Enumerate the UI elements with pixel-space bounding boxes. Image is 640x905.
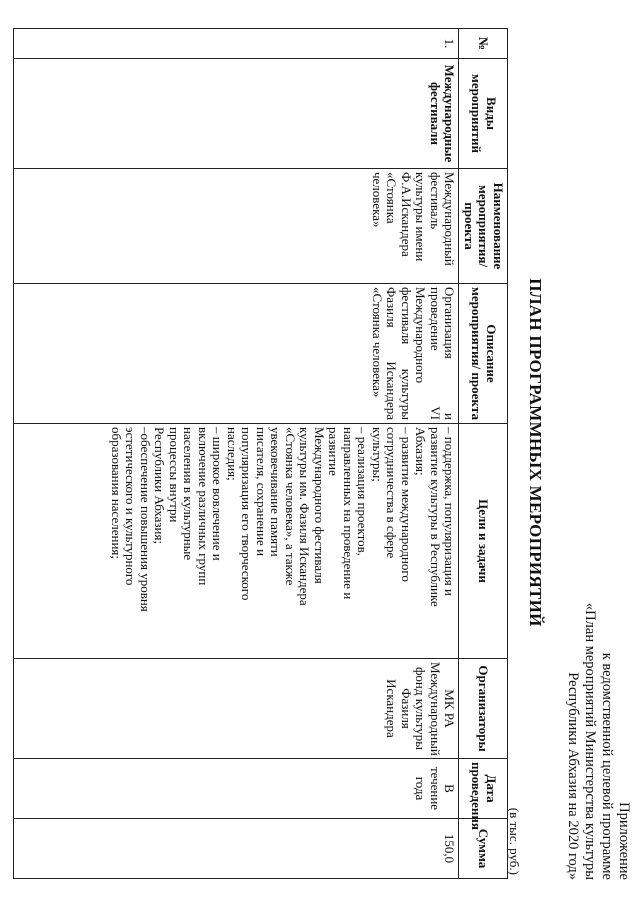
table-header-row	[459, 29, 508, 879]
cell-number: 1.	[14, 29, 459, 59]
units-note: (в тыс. руб.)	[507, 807, 522, 875]
goal-line: процессы внутри	[167, 427, 182, 523]
goal-line: Международного фестиваля	[312, 427, 327, 584]
goal-line: культуры;	[370, 427, 385, 482]
header-goals: Цели и задачи	[459, 424, 508, 659]
goal-line: Республики Абхазия;	[152, 427, 168, 545]
goal-line: – поддержка, популяризация и	[442, 427, 458, 596]
table-row	[14, 29, 459, 879]
goal-line: направленных на проведение и	[341, 427, 356, 600]
cell-goals	[14, 424, 459, 659]
goal-line: – реализация проектов,	[355, 427, 371, 556]
page-title: ПЛАН ПРОГРАММНЫХ МЕРОПРИЯТИЙ	[526, 278, 545, 627]
header-name: Наименование мероприятия/проекта	[459, 169, 508, 284]
cell-sum: 150,0	[14, 819, 459, 879]
goal-line: развитие культуры в Республике	[428, 427, 443, 607]
header-types: Виды мероприятий	[459, 59, 508, 169]
header-number: №	[459, 29, 508, 59]
goal-line: –обеспечение повышения уровня	[138, 427, 153, 612]
goal-line: писателя, сохранение и	[254, 427, 269, 557]
goal-line: образования населения;	[109, 427, 124, 560]
header-date: Дата проведения	[459, 759, 508, 819]
cell-name: Международный фестиваль культуры имени Ф.А.Искандера «Стоянка человека»	[14, 169, 459, 284]
program-plan-table	[14, 28, 509, 879]
header-sum: Сумма	[459, 819, 508, 879]
goal-line: культуры им. Фазиля Искандера	[297, 427, 313, 606]
goal-line: развитие	[326, 427, 342, 476]
goal-line: включение различных групп	[196, 427, 211, 586]
cell-type: Международные фестивали	[14, 59, 459, 169]
header-organizers: Организаторы	[459, 659, 508, 759]
goal-line: популяризация его творческого	[239, 427, 255, 601]
goal-line: эстетического и культурного	[123, 427, 139, 586]
goal-line: увековечивание памяти	[268, 427, 284, 557]
goal-line: «Стоянка человека», а также	[283, 427, 298, 586]
cell-organizers: МК РА Международный фонд культуры Фазиля Искандера	[14, 659, 459, 759]
goal-line: – широкое вовлечение и	[210, 427, 226, 561]
goal-line: населения в культурные	[181, 427, 197, 561]
cell-date: В течение года	[14, 759, 459, 819]
header-description: Описание мероприятия/ проекта	[459, 284, 508, 424]
appendix-line: Приложение	[616, 802, 632, 880]
goal-line: сотрудничества в сфере	[384, 427, 400, 559]
appendix-line: Республики Абхазия на 2020 год»	[565, 672, 581, 880]
goal-line: – развитие международного	[399, 427, 414, 582]
goal-line: Абхазия;	[413, 427, 429, 476]
goal-line: наследия;	[225, 427, 240, 481]
appendix-line: «План мероприятий Министерства культуры	[582, 602, 598, 880]
appendix-note	[564, 560, 632, 880]
appendix-line: к ведомственной целевой программе	[599, 652, 615, 880]
cell-description: Организация и проведение VI Международного фестиваля культуры Фазиля Искандера «Стоянка человека»	[14, 284, 459, 424]
